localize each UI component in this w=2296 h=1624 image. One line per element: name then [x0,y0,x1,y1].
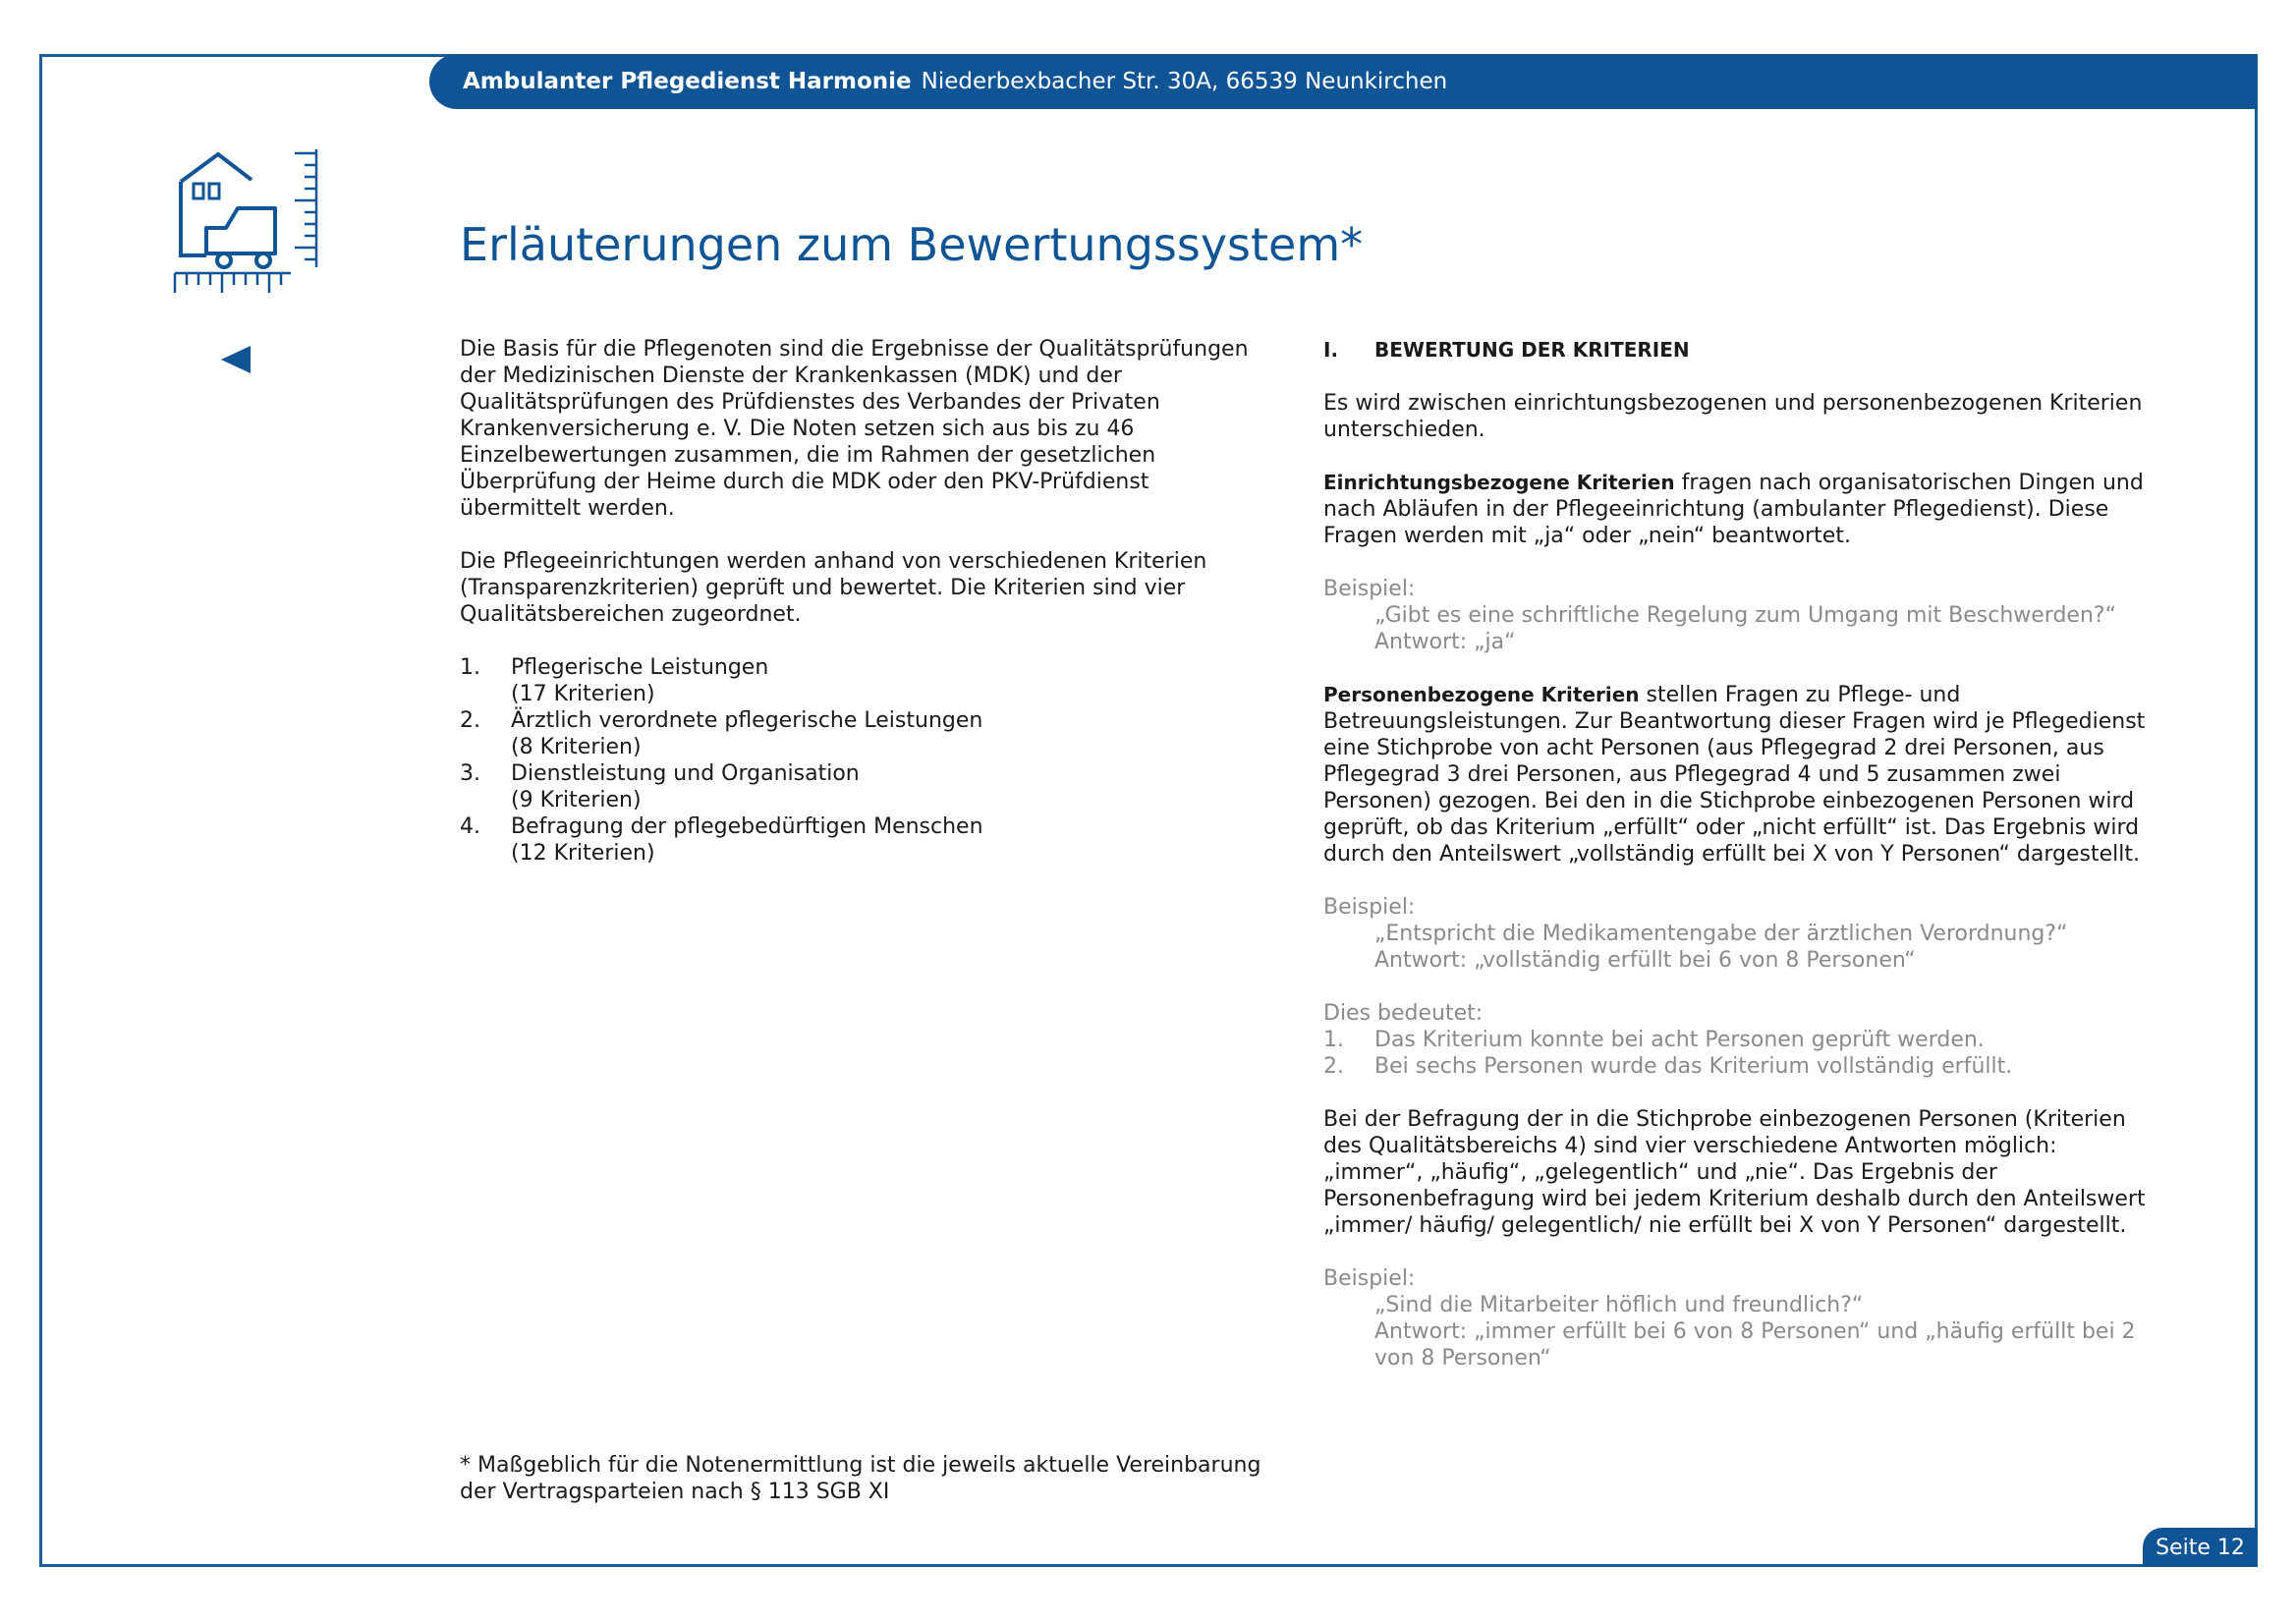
org-address: Niederbexbacher Str. 30A, 66539 Neunkirchen [921,69,1448,94]
footnote: * Maßgeblich für die Notenermittlung ist die jeweils aktuelle Vereinbarung der Vertragsparteien nach § 113 SGB XI [460,1453,1261,1504]
list-item: 2. Bei sechs Personen wurde das Kriterium vollständig erfüllt. [1323,1054,2013,1079]
list-item: 1. Das Kriterium konnte bei acht Personen geprüft werden. [1323,1028,1985,1052]
personenbezogen-paragraph: Personenbezogene Kriterien stellen Fragen zu Pflege- und Betreuungsleistungen. Zur Beantwortung dieser Fragen wird je Pflegedienst eine Stichprobe von acht Personen (aus Pflegegrad 2 drei Personen, aus Pflegegrad 3 drei Personen, aus Pflegegrad 4 und 5 zusammen zwei Personen) gezogen. Bei den in die Stichprobe einbezogenen Personen wird geprüft, ob das Kriterium „erfüllt“ oder „nicht erfüllt“ ist. Das Ergebnis wird durch den Anteilswert „vollständig erfüllt bei X von Y Personen“ dargestellt. [1323,683,2146,867]
criteria-paragraph: Die Pflegeeinrichtungen werden anhand von verschiedenen Kriterien (Transparenzkriterien) geprüft und bewertet. Die Kriterien sind vier Qualitätsbereichen zugeordnet. [460,549,1207,627]
page-number-badge: Seite 12 [2143,1528,2258,1567]
example-2: Beispiel: „Entspricht die Medikamentengabe der ärztlichen Verordnung?“ Antwort: „vollständig erfüllt bei 6 von 8 Personen“ [1323,895,2068,973]
org-name: Ambulanter Pflegedienst Harmonie [463,69,912,94]
quality-areas-list [460,654,1275,867]
house-with-car-icon [169,147,326,295]
intro-paragraph: Die Basis für die Pflegenoten sind die Ergebnisse der Qualitätsprüfungen der Medizinischen Dienste der Krankenkassen (MDK) und der Qualitätsprüfungen des Prüfdienstes des Verbandes der Privaten Krankenversicherung e. V. Die Noten setzen sich aus bis zu 46 Einzelbewertungen zusammen, die im Rahmen der gesetzlichen Überprüfung der Heime durch die MDK oder den PKV-Prüfdienst übermittelt werden. [460,337,1249,521]
list-item: 2. Ärztlich verordnete pflegerische Leistungen (8 Kriterien) [460,708,983,759]
page-title: Erläuterungen zum Bewertungssystem* [460,218,1364,271]
right-column [1323,337,2158,1372]
left-column [460,336,1275,867]
survey-paragraph: Bei der Befragung der in die Stichprobe einbezogenen Personen (Kriterien des Qualitätsbereichs 4) sind vier verschiedene Antworten möglich: „immer“, „häufig“, „gelegentlich“ und „nie“. Das Ergebnis der Personenbefragung wird bei jedem Kriterium deshalb durch den Anteilswert „immer/ häufig/ gelegentlich/ nie erfüllt bei X von Y Personen“ dargestellt. [1323,1107,2146,1238]
list-item: 3. Dienstleistung und Organisation (9 Kriterien) [460,761,860,812]
list-item: 4. Befragung der pflegebedürftigen Menschen (12 Kriterien) [460,814,983,866]
example-3: Beispiel: „Sind die Mitarbeiter höflich und freundlich?“ Antwort: „immer erfüllt bei 6 von 8 Personen“ und „häufig erfüllt bei 2 von 8 Personen“ [1323,1266,2136,1371]
section-intro: Es wird zwischen einrichtungsbezogenen und personenbezogenen Kriterien unterschieden. [1323,391,2143,442]
section-heading: I. BEWERTUNG DER KRITERIEN [1323,338,1690,362]
back-arrow-icon[interactable] [221,346,251,373]
header-bar [429,54,2258,109]
meaning-block: Dies bedeutet: 1. Das Kriterium konnte bei acht Personen geprüft werden. 2. Bei sechs Personen wurde das Kriterium vollständig erfüllt. [1323,1000,2158,1080]
example-1: Beispiel: „Gibt es eine schriftliche Regelung zum Umgang mit Beschwerden?“ Antwort: „ja“ [1323,577,2116,654]
einrichtungsbezogen-paragraph: Einrichtungsbezogene Kriterien fragen nach organisatorischen Dingen und nach Abläufen in der Pflegeeinrichtung (ambulanter Pflegedienst). Diese Fragen werden mit „ja“ oder „nein“ beantwortet. [1323,471,2144,548]
list-item: 1. Pflegerische Leistungen (17 Kriterien) [460,655,769,706]
